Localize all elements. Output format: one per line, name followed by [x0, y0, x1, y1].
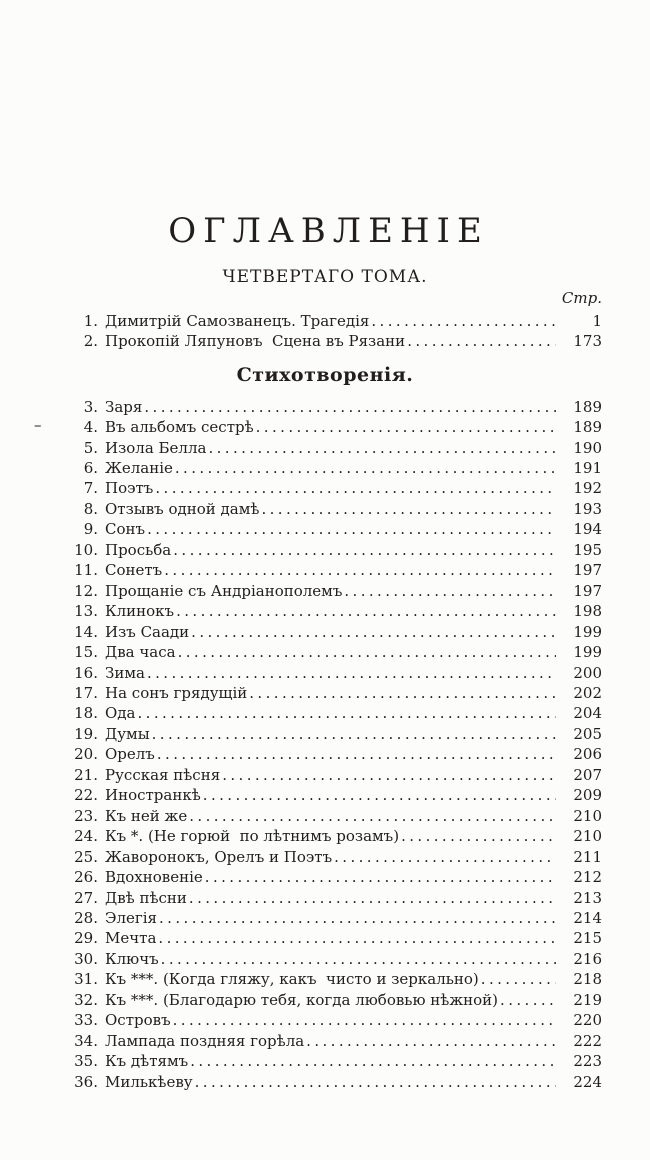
dot-leader — [195, 1072, 556, 1092]
toc-row — [64, 908, 602, 928]
toc-row-number: 36. — [74, 1072, 98, 1091]
toc-row-number: 21. — [74, 765, 98, 784]
toc-row-title: Къ ***. (Благодарю тебя, когда любовью нѣжной) — [105, 990, 499, 1009]
toc-row — [64, 1051, 602, 1071]
dot-leader — [500, 990, 556, 1010]
toc-row-number: 35. — [74, 1052, 98, 1071]
toc-row-title: Элегія — [105, 908, 158, 927]
toc-row-page: 202 — [573, 683, 602, 702]
dot-leader — [161, 949, 556, 969]
toc-row-number: 18. — [74, 704, 98, 723]
page-subtitle: ЧЕТВЕРТАГО ТОМА. — [222, 267, 428, 288]
toc-row — [64, 519, 602, 539]
toc-row-page: 214 — [573, 908, 602, 927]
toc-row — [64, 540, 602, 560]
toc-row-title: Сонетъ — [105, 561, 163, 580]
toc-row-number: 9. — [83, 520, 98, 539]
toc-row-title: Заря — [105, 397, 143, 416]
toc-row-page: 222 — [573, 1031, 602, 1050]
toc-row-page: 205 — [573, 724, 602, 743]
toc-row-page: 1 — [592, 311, 602, 330]
dot-leader — [407, 331, 556, 351]
dot-leader — [222, 765, 556, 785]
toc-row-number: 22. — [74, 786, 98, 805]
toc-front-list — [0, 311, 650, 352]
toc-row-title: Клинокъ — [105, 602, 175, 621]
dot-leader — [261, 499, 556, 519]
toc-row-page: 190 — [573, 438, 602, 457]
toc-row-title: Желаніе — [105, 459, 173, 477]
toc-row-page: 215 — [573, 929, 602, 948]
toc-row-number: 34. — [74, 1031, 98, 1050]
toc-row — [64, 928, 602, 948]
toc-row-title: Прощаніе съ Андріанополемъ — [105, 581, 343, 600]
toc-row-page: 212 — [573, 868, 602, 887]
dot-leader — [157, 744, 556, 764]
toc-row-page: 189 — [573, 397, 602, 416]
dot-leader — [178, 642, 556, 662]
toc-row — [64, 622, 602, 642]
toc-row — [64, 438, 602, 458]
toc-row — [64, 826, 602, 846]
margin-dash-mark: – — [34, 416, 42, 435]
toc-row-number: 16. — [74, 663, 98, 682]
dot-leader — [481, 969, 556, 989]
section-heading: Стихотворенія. — [236, 363, 414, 386]
toc-row — [64, 969, 602, 989]
toc-row-title: Къ дѣтямъ — [105, 1052, 189, 1071]
toc-row — [64, 1031, 602, 1051]
toc-row-title: Прокопій Ляпуновъ Сцена въ Рязани — [105, 332, 406, 351]
toc-row — [64, 724, 602, 744]
toc-row-number: 27. — [74, 888, 98, 907]
dot-leader — [306, 1031, 556, 1051]
toc-row — [64, 703, 602, 723]
toc-row — [64, 663, 602, 683]
dot-leader — [191, 622, 556, 642]
toc-row-number: 30. — [74, 949, 98, 968]
dot-leader — [152, 724, 556, 744]
dot-leader — [176, 601, 556, 621]
toc-row-number: 3. — [83, 397, 98, 416]
toc-row — [64, 785, 602, 805]
toc-row-title: Просьба — [105, 540, 172, 559]
toc-row-title: Отзывъ одной дамѣ — [105, 499, 260, 518]
toc-row-title: Русская пѣсня — [105, 765, 221, 784]
toc-row-page: 197 — [573, 561, 602, 580]
toc-row-title: Въ альбомъ сестрѣ — [105, 418, 254, 437]
toc-row-title: Островъ — [105, 1011, 171, 1030]
toc-row-page: 189 — [573, 418, 602, 437]
toc-row-page: 210 — [573, 827, 602, 846]
toc-row-page: 211 — [573, 847, 602, 866]
toc-row-number: 28. — [74, 908, 98, 927]
dot-leader — [173, 1010, 556, 1030]
toc-row-number: 13. — [74, 602, 98, 621]
toc-row-page: 206 — [573, 745, 602, 764]
toc-row — [64, 1072, 602, 1092]
toc-row — [64, 499, 602, 519]
dot-leader — [256, 417, 556, 437]
dot-leader — [144, 397, 556, 417]
dot-leader — [173, 540, 556, 560]
toc-row-title: Двѣ пѣсни — [105, 888, 187, 907]
toc-row-title: Ода — [105, 704, 136, 723]
toc-row — [64, 601, 602, 621]
dot-leader — [205, 867, 556, 887]
toc-row-number: 15. — [74, 643, 98, 662]
toc-row — [64, 847, 602, 867]
toc-row-title: Милькѣеву — [105, 1072, 193, 1091]
toc-row-title: Орелъ — [105, 745, 155, 764]
toc-row-number: 14. — [74, 622, 98, 641]
dot-leader — [371, 311, 556, 331]
toc-row — [64, 1010, 602, 1030]
toc-row — [64, 990, 602, 1010]
page-column-header: Стр. — [561, 289, 602, 308]
toc-row-title: Иностранкѣ — [105, 786, 201, 805]
toc-row-title: Изъ Саади — [105, 622, 190, 641]
page-title: ОГЛАВЛЕНІЕ — [168, 211, 489, 251]
toc-row-number: 17. — [74, 683, 98, 702]
toc-row — [64, 560, 602, 580]
toc-row-number: 32. — [74, 990, 98, 1009]
toc-row-number: 11. — [74, 561, 98, 580]
dot-leader — [175, 458, 556, 478]
dot-leader — [147, 519, 556, 539]
toc-row — [64, 581, 602, 601]
toc-row-page: 213 — [573, 888, 602, 907]
toc-row — [64, 765, 602, 785]
toc-row-page: 218 — [573, 970, 602, 989]
toc-row-title: Сонъ — [105, 520, 146, 539]
toc-row-page: 194 — [573, 520, 602, 539]
dot-leader — [137, 703, 556, 723]
dot-leader — [147, 663, 556, 683]
toc-row-number: 19. — [74, 724, 98, 743]
toc-row-title: Вдохновеніе — [105, 868, 203, 887]
toc-row-number: 26. — [74, 868, 98, 887]
toc-row-page: 199 — [573, 622, 602, 641]
toc-row-title: Зима — [105, 663, 145, 682]
toc-row — [64, 458, 602, 478]
toc-row-number: 2. — [83, 332, 98, 351]
dot-leader — [159, 908, 556, 928]
toc-row-number: 23. — [74, 806, 98, 825]
toc-row-page: 220 — [573, 1011, 602, 1030]
dot-leader — [208, 438, 556, 458]
dot-leader — [155, 478, 556, 498]
toc-row-page: 198 — [573, 602, 602, 621]
toc-row-page: 173 — [573, 332, 602, 351]
toc-row-number: 5. — [83, 438, 98, 457]
toc-row — [64, 806, 602, 826]
toc-row-number: 6. — [83, 459, 98, 477]
toc-row — [64, 311, 602, 331]
toc-row-page: 224 — [573, 1072, 602, 1091]
toc-row-title: На сонъ грядущій — [105, 683, 248, 702]
dot-leader — [203, 785, 556, 805]
toc-row-number: 10. — [74, 540, 98, 559]
toc-row — [64, 888, 602, 908]
dot-leader — [190, 1051, 556, 1071]
toc-row — [34, 416, 602, 437]
toc-row-title: Жаворонокъ, Орелъ и Поэтъ — [105, 847, 333, 866]
toc-row-number: 4. — [83, 418, 98, 437]
toc-row-page: 191 — [573, 459, 602, 477]
dot-leader — [189, 888, 556, 908]
toc-row-title: Мечта — [105, 929, 157, 948]
toc-row-page: 192 — [573, 479, 602, 498]
toc-row-number: 8. — [83, 499, 98, 518]
toc-row-number: 31. — [74, 970, 98, 989]
toc-row — [64, 744, 602, 764]
toc-row — [64, 642, 602, 662]
toc-row-title: Поэтъ — [105, 479, 154, 498]
toc-row — [64, 397, 602, 417]
toc-row — [64, 331, 602, 351]
toc-row-title: Ключъ — [105, 949, 159, 968]
toc-row — [64, 683, 602, 703]
toc-row-title: Къ *. (Не горюй по лѣтнимъ розамъ) — [105, 827, 400, 846]
toc-row-page: 210 — [573, 806, 602, 825]
toc-row-title: Димитрій Самозванецъ. Трагедія — [105, 311, 370, 330]
toc-row-number: 25. — [74, 847, 98, 866]
toc-row-title: Изола Белла — [105, 438, 207, 457]
toc-row-title: Къ ***. (Когда гляжу, какъ чисто и зеркально) — [105, 970, 479, 989]
toc-row-page: 209 — [573, 786, 602, 805]
toc-row-page: 223 — [573, 1052, 602, 1071]
toc-row-number: 29. — [74, 929, 98, 948]
toc-row — [64, 949, 602, 969]
toc-row-title: Лампада поздняя горѣла — [105, 1031, 305, 1050]
dot-leader — [344, 581, 556, 601]
dot-leader — [334, 847, 556, 867]
toc-row-page: 195 — [573, 540, 602, 559]
dot-leader — [249, 683, 556, 703]
toc-row-title: Къ ней же — [105, 806, 188, 825]
toc-row-number: 1. — [83, 311, 98, 330]
toc-row — [64, 478, 602, 498]
toc-poems-list — [0, 397, 650, 1092]
toc-row-page: 193 — [573, 499, 602, 518]
toc-row-number: 20. — [74, 745, 98, 764]
dot-leader — [158, 928, 556, 948]
toc-row-number: 12. — [74, 581, 98, 600]
toc-row-number: 7. — [83, 479, 98, 498]
toc-row — [64, 867, 602, 887]
toc-row-page: 216 — [573, 949, 602, 968]
toc-row-number: 33. — [74, 1011, 98, 1030]
toc-row-title: Думы — [105, 724, 150, 743]
dot-leader — [164, 560, 556, 580]
toc-row-page: 204 — [573, 704, 602, 723]
dot-leader — [189, 806, 556, 826]
toc-row-page: 219 — [573, 990, 602, 1009]
toc-row-page: 197 — [573, 581, 602, 600]
toc-row-page: 199 — [573, 643, 602, 662]
toc-row-title: Два часа — [105, 643, 176, 662]
toc-row-number: 24. — [74, 827, 98, 846]
toc-row-page: 207 — [573, 765, 602, 784]
dot-leader — [401, 826, 556, 846]
toc-row-page: 200 — [573, 663, 602, 682]
